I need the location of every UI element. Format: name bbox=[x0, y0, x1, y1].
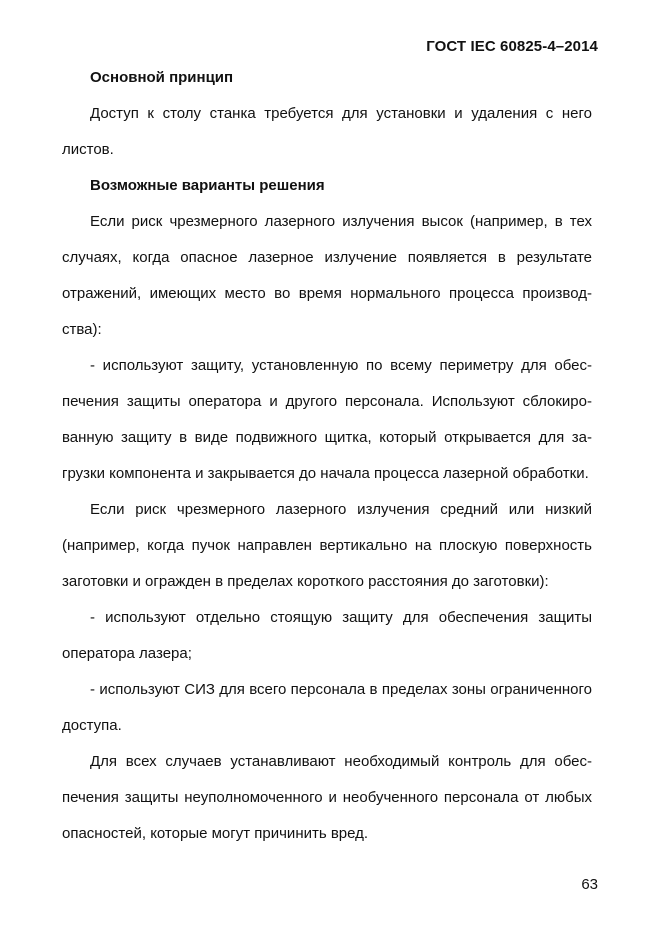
paragraph-medium-measure-2: - используют СИЗ для всего персонала в пределах зоны ограниченного доступа. bbox=[62, 681, 592, 734]
paragraph-high-risk: Если риск чрезмерного лазерного излучения высок (например, в тех случаях, когда опасное лазерное излучение появляется в результате отражений, имеющих место во время нормального процесса производства): bbox=[62, 213, 592, 338]
paragraph-medium-risk: Если риск чрезмерного лазерного излучения средний или низкий (например, когда пучок направлен вертикально на плоскую поверхность заготовки и огражден в пределах короткого расстояния до заготовки): bbox=[62, 501, 592, 590]
heading-solutions: Возможные варианты решения bbox=[90, 177, 325, 194]
standard-header: ГОСТ IEC 60825-4–2014 bbox=[426, 38, 598, 55]
page-body bbox=[62, 60, 592, 852]
heading-principle: Основной принцип bbox=[90, 69, 234, 86]
paragraph-all-cases: Для всех случаев устанавливают необходимый контроль для обеспечения защиты неуполномоченного и необученного персонала от любых опасностей, которые могут причинить вред. bbox=[62, 753, 592, 842]
paragraph-high-risk-measure: - используют защиту, установленную по всему периметру для обеспечения защиты оператора и другого персонала. Используют сблокированную защиту в виде подвижного щитка, который открывается для загрузки компонента и закрывается до начала процесса лазерной обработки. bbox=[62, 357, 592, 482]
page-number: 63 bbox=[581, 876, 598, 893]
paragraph-access: Доступ к столу станка требуется для установки и удаления с него листов. bbox=[62, 105, 592, 158]
paragraph-medium-measure-1: - используют отдельно стоящую защиту для обеспечения защиты оператора лазера; bbox=[62, 609, 592, 662]
